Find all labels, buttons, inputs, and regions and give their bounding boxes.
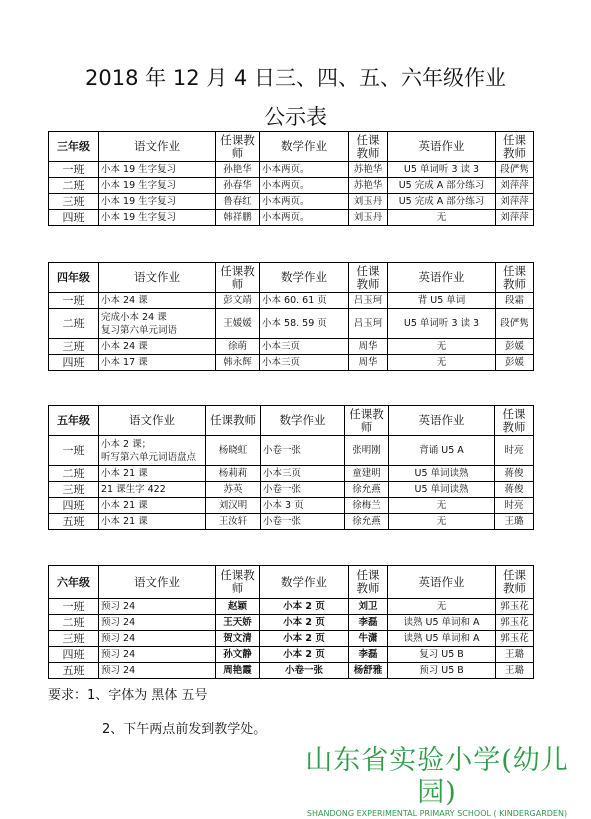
table-row (49, 210, 534, 226)
english-header: 英语作业 (389, 406, 495, 436)
chinese-teacher-cell: 彭文靖 (216, 293, 260, 309)
math-header: 数学作业 (260, 566, 349, 599)
chinese-teacher-cell: 孙艳华 (216, 162, 260, 178)
english-teacher-cell: 段俨隽 (496, 309, 534, 339)
class-cell: 五班 (49, 663, 99, 679)
chinese-homework-cell: 21 课生字 422 (99, 482, 206, 498)
english-teacher-cell: 时亮 (495, 436, 534, 466)
english-header: 英语作业 (388, 263, 496, 293)
grade4-table (48, 262, 534, 371)
table-row (49, 178, 534, 194)
table-row (49, 498, 534, 514)
english-homework-cell: 背诵 U5 A (389, 436, 495, 466)
math-teacher-cell: 苏艳华 (349, 162, 388, 178)
class-cell: 二班 (49, 309, 99, 339)
requirement-2: 2、下午两点前发到教学处。 (102, 722, 267, 737)
table-header-row (49, 263, 534, 293)
chinese-homework-cell: 小本 19 生字复习 (99, 194, 216, 210)
chinese-homework-cell: 小本 24 课 (99, 293, 216, 309)
english-header: 英语作业 (388, 132, 496, 162)
chinese-teacher-header: 任课教师 (216, 566, 260, 599)
grade3-table (48, 131, 534, 226)
math-homework-cell: 小本两页。 (260, 162, 349, 178)
class-cell: 三班 (49, 339, 99, 355)
english-teacher-cell: 王璐 (496, 647, 534, 663)
chinese-homework-cell: 小本 21 课 (99, 466, 206, 482)
grade-label: 六年级 (49, 566, 99, 599)
class-cell: 四班 (49, 498, 99, 514)
math-homework-cell: 小本三页 (260, 339, 349, 355)
math-teacher-cell: 杨舒雅 (349, 663, 388, 679)
chinese-teacher-header: 任课教师 (206, 406, 261, 436)
title-line-1: 2018 年 12 月 4 日三、四、五、六年级作业 (85, 66, 506, 90)
chinese-teacher-cell: 孙文静 (216, 647, 260, 663)
table-row (49, 514, 534, 530)
english-teacher-cell: 彭媛 (496, 355, 534, 371)
table-row (49, 599, 534, 615)
math-homework-cell: 小本三页 (260, 355, 349, 371)
class-cell: 一班 (49, 599, 99, 615)
math-homework-cell: 小本三页 (261, 466, 345, 482)
math-header: 数学作业 (260, 132, 349, 162)
english-teacher-cell: 段霜 (496, 293, 534, 309)
math-teacher-cell: 李磊 (349, 647, 388, 663)
english-homework-cell: U5 完成 A 部分练习 (388, 194, 496, 210)
table-row (49, 293, 534, 309)
english-teacher-cell: 郭玉花 (496, 631, 534, 647)
math-teacher-cell: 周华 (349, 355, 388, 371)
class-cell: 三班 (49, 482, 99, 498)
chinese-homework-cell: 小本 19 生字复习 (99, 162, 216, 178)
table-row (49, 339, 534, 355)
table-header-row (49, 566, 534, 599)
grade5-table (48, 405, 534, 530)
english-homework-cell: U5 完成 A 部分练习 (388, 178, 496, 194)
chinese-header: 语文作业 (99, 566, 216, 599)
math-homework-cell: 小本 2 页 (260, 647, 349, 663)
english-teacher-cell: 段俨隽 (496, 162, 534, 178)
table-row (49, 615, 534, 631)
english-homework-cell: U5 单词听 3 读 3 (388, 309, 496, 339)
table-row (49, 194, 534, 210)
chinese-homework-cell: 小本 19 生字复习 (99, 178, 216, 194)
table-header-row (49, 132, 534, 162)
chinese-homework-cell: 完成小本 24 课 复习第六单元词语 (99, 309, 216, 339)
math-teacher-cell: 刘玉丹 (349, 194, 388, 210)
chinese-teacher-cell: 韩永辉 (216, 355, 260, 371)
class-cell: 四班 (49, 210, 99, 226)
english-teacher-cell: 时亮 (495, 498, 534, 514)
english-teacher-cell: 蒋俊 (495, 466, 534, 482)
chinese-teacher-cell: 鲁春红 (216, 194, 260, 210)
table-row (49, 482, 534, 498)
chinese-teacher-cell: 刘汉明 (206, 498, 261, 514)
chinese-homework-cell: 预习 24 (99, 615, 216, 631)
chinese-teacher-cell: 杨晓虹 (206, 436, 261, 466)
grade6-table (48, 565, 534, 679)
class-cell: 一班 (49, 436, 99, 466)
english-teacher-cell: 刘萍萍 (496, 194, 534, 210)
math-teacher-cell: 童建明 (345, 466, 389, 482)
chinese-header: 语文作业 (99, 406, 206, 436)
math-teacher-cell: 刘玉丹 (349, 210, 388, 226)
math-header: 数学作业 (260, 263, 349, 293)
english-teacher-header: 任课教师 (496, 566, 534, 599)
chinese-teacher-cell: 苏英 (206, 482, 261, 498)
logo-chinese-text: 山东省实验小学(幼儿园) (305, 745, 569, 808)
table-row (49, 355, 534, 371)
table-row (49, 162, 534, 178)
math-homework-cell: 小卷一张 (260, 663, 349, 679)
math-teacher-cell: 吕玉珂 (349, 293, 388, 309)
class-cell: 五班 (49, 514, 99, 530)
english-homework-cell: 无 (388, 599, 496, 615)
requirement-1: 要求：1、字体为 黑体 五号 (48, 688, 208, 703)
english-teacher-cell: 刘萍萍 (496, 210, 534, 226)
class-cell: 二班 (49, 615, 99, 631)
math-homework-cell: 小本 2 页 (260, 615, 349, 631)
chinese-homework-cell: 预习 24 (99, 647, 216, 663)
math-homework-cell: 小本 3 页 (261, 498, 345, 514)
english-homework-cell: 无 (389, 514, 495, 530)
table-row (49, 436, 534, 466)
chinese-homework-cell: 小本 2 课； 听写第六单元词语盘点 (99, 436, 206, 466)
english-teacher-cell: 刘萍萍 (496, 178, 534, 194)
english-header: 英语作业 (388, 566, 496, 599)
math-homework-cell: 小本两页。 (260, 178, 349, 194)
table-header-row (49, 406, 534, 436)
english-teacher-cell: 蒋俊 (495, 482, 534, 498)
math-homework-cell: 小本 2 页 (260, 631, 349, 647)
math-teacher-header: 任课教师 (349, 263, 388, 293)
english-homework-cell: 读熟 U5 单词和 A (388, 631, 496, 647)
class-cell: 四班 (49, 355, 99, 371)
math-homework-cell: 小本 58. 59 页 (260, 309, 349, 339)
chinese-teacher-cell: 王汝轩 (206, 514, 261, 530)
english-homework-cell: U5 单词读熟 (389, 482, 495, 498)
chinese-homework-cell: 预习 24 (99, 663, 216, 679)
chinese-homework-cell: 预习 24 (99, 631, 216, 647)
english-homework-cell: U5 单词听 3 读 3 (388, 162, 496, 178)
chinese-homework-cell: 预习 24 (99, 599, 216, 615)
class-cell: 二班 (49, 178, 99, 194)
chinese-homework-cell: 小本 19 生字复习 (99, 210, 216, 226)
class-cell: 三班 (49, 631, 99, 647)
english-teacher-cell: 郭玉花 (496, 615, 534, 631)
class-cell: 二班 (49, 466, 99, 482)
english-homework-cell: 读熟 U5 单词和 A (388, 615, 496, 631)
class-cell: 四班 (49, 647, 99, 663)
english-teacher-cell: 彭媛 (496, 339, 534, 355)
school-logo (287, 745, 587, 819)
math-teacher-cell: 徐梅兰 (345, 498, 389, 514)
math-teacher-cell: 苏艳华 (349, 178, 388, 194)
math-homework-cell: 小本 60. 61 页 (260, 293, 349, 309)
math-teacher-cell: 牛潇 (349, 631, 388, 647)
math-homework-cell: 小卷一张 (261, 514, 345, 530)
class-cell: 一班 (49, 293, 99, 309)
english-homework-cell: 无 (388, 210, 496, 226)
math-homework-cell: 小本两页。 (260, 194, 349, 210)
chinese-header: 语文作业 (99, 263, 216, 293)
math-header: 数学作业 (261, 406, 345, 436)
math-teacher-header: 任课教师 (345, 406, 389, 436)
grade-label: 四年级 (49, 263, 99, 293)
chinese-teacher-cell: 周艳霞 (216, 663, 260, 679)
english-homework-cell: 预习 U5 B (388, 663, 496, 679)
math-teacher-header: 任课教师 (349, 132, 388, 162)
math-teacher-cell: 刘卫 (349, 599, 388, 615)
table-row (49, 466, 534, 482)
math-teacher-cell: 徐允燕 (345, 482, 389, 498)
chinese-teacher-cell: 贺文清 (216, 631, 260, 647)
chinese-teacher-cell: 杨莉莉 (206, 466, 261, 482)
math-homework-cell: 小本 2 页 (260, 599, 349, 615)
english-teacher-header: 任课教师 (496, 263, 534, 293)
table-row (49, 647, 534, 663)
math-teacher-cell: 张明刚 (345, 436, 389, 466)
english-homework-cell: U5 单词读熟 (389, 466, 495, 482)
math-teacher-cell: 李磊 (349, 615, 388, 631)
math-teacher-cell: 吕玉珂 (349, 309, 388, 339)
chinese-teacher-cell: 王天娇 (216, 615, 260, 631)
chinese-teacher-cell: 赵颖 (216, 599, 260, 615)
logo-english-text: SHANDONG EXPERIMENTAL PRIMARY SCHOOL ( KINDERGARDEN) (306, 809, 568, 818)
english-teacher-cell: 郭玉花 (496, 599, 534, 615)
chinese-teacher-cell: 徐萌 (216, 339, 260, 355)
english-homework-cell: 背 U5 单词 (388, 293, 496, 309)
math-homework-cell: 小本两页。 (260, 210, 349, 226)
math-homework-cell: 小卷一张 (261, 482, 345, 498)
title-line-2: 公示表 (264, 105, 327, 129)
class-cell: 一班 (49, 162, 99, 178)
table-row (49, 309, 534, 339)
chinese-teacher-cell: 王媛媛 (216, 309, 260, 339)
english-homework-cell: 无 (388, 355, 496, 371)
grade-label: 五年级 (49, 406, 99, 436)
math-homework-cell: 小卷一张 (261, 436, 345, 466)
grade-label: 三年级 (49, 132, 99, 162)
chinese-teacher-cell: 孙春华 (216, 178, 260, 194)
english-homework-cell: 无 (389, 498, 495, 514)
table-row (49, 631, 534, 647)
class-cell: 三班 (49, 194, 99, 210)
english-teacher-header: 任课教师 (496, 132, 534, 162)
math-teacher-header: 任课教师 (349, 566, 388, 599)
chinese-teacher-header: 任课教师 (216, 132, 260, 162)
chinese-homework-cell: 小本 24 课 (99, 339, 216, 355)
english-teacher-header: 任课教师 (495, 406, 534, 436)
chinese-homework-cell: 小本 17 课 (99, 355, 216, 371)
chinese-homework-cell: 小本 21 课 (99, 514, 206, 530)
table-row (49, 663, 534, 679)
chinese-homework-cell: 小本 21 课 (99, 498, 206, 514)
chinese-header: 语文作业 (99, 132, 216, 162)
math-teacher-cell: 徐允燕 (345, 514, 389, 530)
math-teacher-cell: 周华 (349, 339, 388, 355)
english-teacher-cell: 王璐 (496, 663, 534, 679)
english-homework-cell: 无 (388, 339, 496, 355)
english-homework-cell: 复习 U5 B (388, 647, 496, 663)
chinese-teacher-cell: 韩祥鹏 (216, 210, 260, 226)
chinese-teacher-header: 任课教师 (216, 263, 260, 293)
english-teacher-cell: 王璐 (495, 514, 534, 530)
